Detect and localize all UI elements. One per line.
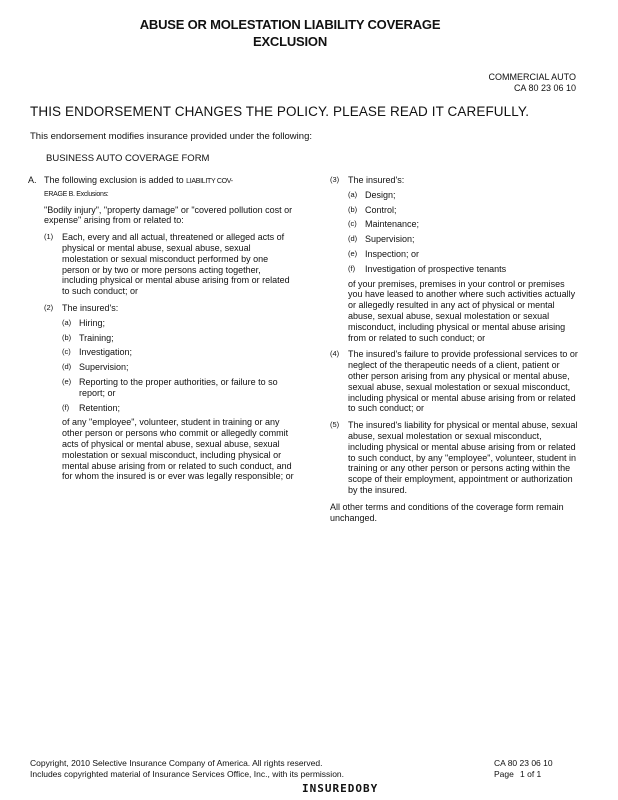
section-a-lead <box>44 175 296 201</box>
item-5-text: The insured's liability for physical or mental abuse, sexual abuse, sexual molestation or sexual misconduct, including physical or mental abuse arising from or related to such conduct, by any "employee", volunteer, student in training or any other person or persons acting within the scope of their employment, appointment or authorization by the insured. <box>348 420 578 495</box>
item-2-subitems <box>28 318 296 482</box>
item-2 <box>28 303 296 314</box>
item-3 <box>330 175 578 186</box>
item-5-marker: (5) <box>330 420 340 430</box>
item-1-marker: (1) <box>44 232 54 242</box>
section-a-marker: A. <box>28 175 37 185</box>
subitem: (c) Maintenance; <box>348 219 420 230</box>
item-3-subitems <box>330 190 578 275</box>
copyright-line-2: Includes copyrighted material of Insurance Services Office, Inc., with its permission. <box>30 769 345 779</box>
item-4-marker: (4) <box>330 349 340 359</box>
section-a-lead-caps-1: LIABILITY COV- <box>186 178 233 185</box>
subitem: (a) Design; <box>348 189 396 200</box>
copyright-line-1: Copyright, 2010 Selective Insurance Company of America. All rights reserved. <box>30 758 323 768</box>
subitem: (d) Supervision; <box>62 362 129 373</box>
subitem: (f) Investigation of prospective tenants <box>348 263 507 274</box>
item-3-lead: The insured's: <box>348 175 405 185</box>
footer-form-number: CA 80 23 06 10 <box>494 758 553 768</box>
item-2-lead: The insured's: <box>62 302 119 313</box>
item-2-tail: of any "employee", volunteer, student in training or any other person or persons who commit or allegedly commit acts of physical or mental abuse, sexual abuse, sexual molestation or sexual misconduct, including physical or mental abuse arising from or related to such conduct, and for whom the insured is or ever was legally responsible; or <box>62 417 294 482</box>
form-line: COMMERCIAL AUTO <box>488 72 576 82</box>
item-5 <box>330 420 578 496</box>
subitem: (e) Reporting to the proper authorities, or failure to so report; or <box>62 376 278 398</box>
page-value: 1 of 1 <box>520 769 542 779</box>
page-label: Page <box>494 769 514 779</box>
subitem: (a) Hiring; <box>62 317 106 328</box>
intro-text: This endorsement modifies insurance provided under the following: <box>30 131 312 142</box>
section-a <box>28 175 296 201</box>
section-a-lead-caps-2: ERAGE B. Exclusions: <box>44 190 109 198</box>
footer-form-info <box>494 758 553 780</box>
copyright-notice <box>30 758 344 780</box>
closing-statement: All other terms and conditions of the coverage form remain unchanged. <box>330 501 564 523</box>
watermark-text: INSUREDOBY <box>302 782 379 795</box>
exclusion-statement: "Bodily injury", "property damage" or "covered pollution cost or expense" arising from or related to: <box>44 204 293 226</box>
title-line-2: EXCLUSION <box>252 34 328 49</box>
document-title <box>100 16 480 50</box>
item-3-tail: of your premises, premises in your control or premises you have leased to another where such activities actually or allegedly resulted in any act of physical or mental abuse, sexual abuse, sexual molestation or sexual misconduct, including physical or mental abuse arising from or related to such conduct; or <box>348 278 576 343</box>
subitem: (b) Training; <box>62 332 114 343</box>
left-column <box>28 175 296 482</box>
item-1 <box>28 232 296 297</box>
item-3-marker: (3) <box>330 175 340 184</box>
title-line-1: ABUSE OR MOLESTATION LIABILITY COVERAGE <box>139 17 441 32</box>
subitem: (b) Control; <box>348 204 397 215</box>
subitem: (d) Supervision; <box>348 234 415 245</box>
subitem: (c) Investigation; <box>62 347 133 358</box>
item-4-text: The insured's failure to provide professional services to or neglect of the therapeutic needs of a client, patient or other person arising from any physical or mental abuse, sexual abuse, sexual molestation or sexual misconduct, including physical or mental abuse arising from or related to such conduct; or <box>348 349 578 414</box>
right-column <box>330 175 578 523</box>
section-a-lead-text: The following exclusion is added to <box>44 175 184 185</box>
page-indicator <box>494 769 553 780</box>
form-identifier <box>488 72 576 94</box>
coverage-form-name: BUSINESS AUTO COVERAGE FORM <box>46 153 210 164</box>
subitem: (f) Retention; <box>62 402 121 413</box>
endorsement-notice: THIS ENDORSEMENT CHANGES THE POLICY. PLEASE READ IT CAREFULLY. <box>30 104 530 119</box>
item-2-marker: (2) <box>44 302 54 312</box>
item-1-text: Each, every and all actual, threatened or alleged acts of physical or mental abuse, sexual abuse, sexual molestation or sexual misconduct performed by one person or by two or more persons acting together, including physical or mental abuse arising from or related to such conduct; or <box>62 232 290 297</box>
form-number: CA 80 23 06 10 <box>513 83 576 93</box>
item-4 <box>330 349 578 414</box>
subitem: (e) Inspection; or <box>348 248 420 259</box>
